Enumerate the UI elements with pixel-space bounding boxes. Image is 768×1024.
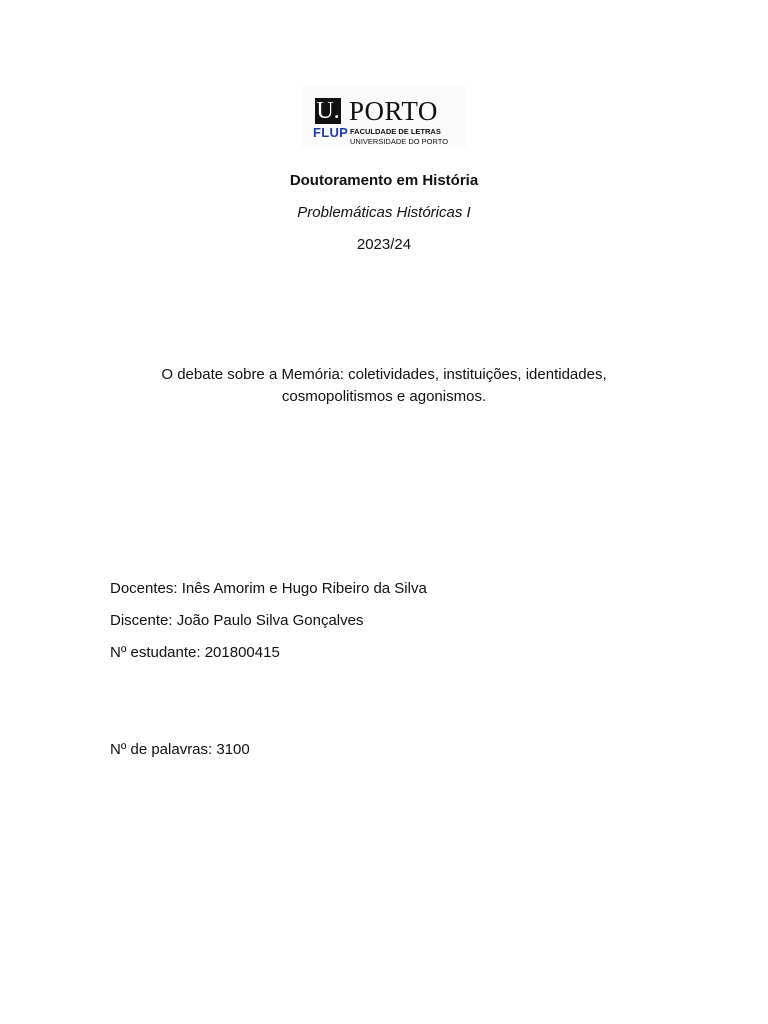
essay-title-line-2: cosmopolitismos e agonismos. [281,388,487,405]
docentes-line: Docentes: Inês Amorim e Hugo Ribeiro da Silva [110,580,427,597]
logo-faculdade-text: FACULDADE DE LETRAS [350,127,441,136]
logo-universidade-text: UNIVERSIDADE DO PORTO [350,137,449,146]
logo-porto-text: PORTO [349,96,438,126]
essay-title [84,364,684,408]
logo-u-mark: U. [316,98,340,124]
word-count-line: Nº de palavras: 3100 [110,741,250,758]
logo-flup-text: FLUP [313,125,349,140]
degree-title: Doutoramento em História [289,172,479,189]
student-number-line: Nº estudante: 201800415 [110,644,280,661]
discente-line: Discente: João Paulo Silva Gonçalves [110,612,364,629]
university-logo [301,86,467,148]
course-name: Problemáticas Históricas I [297,204,471,221]
essay-title-line-1: O debate sobre a Memória: coletividades, instituições, identidades, [161,366,607,383]
academic-year: 2023/24 [356,236,412,253]
